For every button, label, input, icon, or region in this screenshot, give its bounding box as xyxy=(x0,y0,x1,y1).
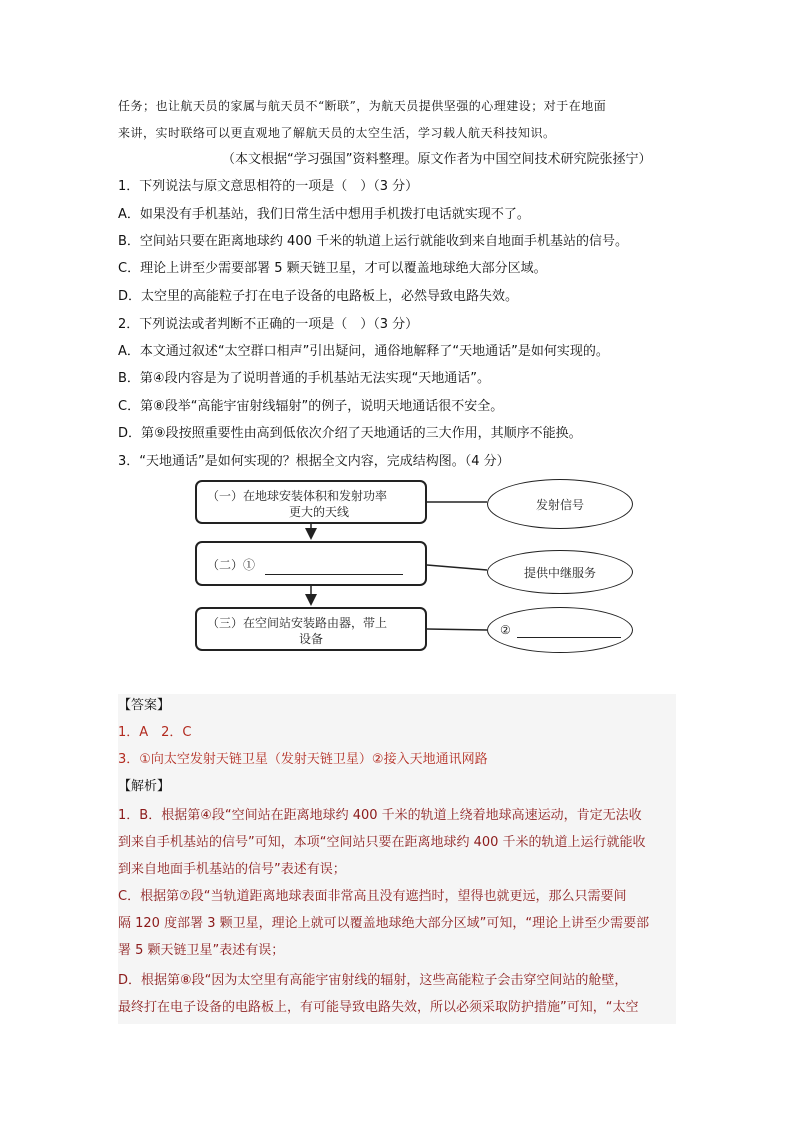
diagram-box-2 xyxy=(195,541,427,586)
box1-text-2: 更大的天线 xyxy=(289,505,350,519)
q1-option-b: B．空间站只要在距离地球约 400 千米的轨道上运行就能收到来自地面手机基站的信号。 xyxy=(118,234,628,249)
q1-option-c: C．理论上讲至少需要部署 5 颗天链卫星，才可以覆盖地球绝大部分区域。 xyxy=(118,261,547,276)
q2-option-b: B．第④段内容是为了说明普通的手机基站无法实现“天地通话”。 xyxy=(118,371,491,386)
diagram-ellipse-2 xyxy=(487,550,633,594)
ell2-text: 提供中继服务 xyxy=(523,565,596,580)
analysis-c-line-1: C．根据第⑦段“当轨道距离地球表面非常高且没有遮挡时，望得也就更远，那么只需要间 xyxy=(118,889,627,904)
q2-stem: 2．下列说法或者判断不正确的一项是（ ）（3 分） xyxy=(118,317,419,332)
source-note: （本文根据“学习强国”资料整理。原文作者为中国空间技术研究院张拯宁） xyxy=(222,152,652,167)
analysis-d-line-2: 最终打在电子设备的电路板上，有可能导致电路失效，所以必须采取防护措施”可知，“太空 xyxy=(118,1000,639,1015)
blank-1[interactable] xyxy=(265,556,403,575)
analysis-b-line-3: 到来自地面手机基站的信号”表述有误； xyxy=(118,862,346,877)
link-box3-ell3 xyxy=(427,629,487,630)
intro-line-2: 来讲，实时联络可以更直观地了解航天员的太空生活，学习载人航天科技知识。 xyxy=(118,126,556,140)
ell3-text: ② xyxy=(500,623,511,637)
analysis-d-line-1: D．根据第⑧段“因为太空里有高能宇宙射线的辐射，这些高能粒子会击穿空间站的舱壁， xyxy=(118,973,628,988)
q2-option-c: C．第⑧段举“高能宇宙射线辐射”的例子，说明天地通话很不安全。 xyxy=(118,399,504,414)
analysis-b-line-1: 1．B．根据第④段“空间站在距离地球约 400 千米的轨道上绕着地球高速运动，肯定无法收 xyxy=(118,808,642,823)
q2-option-a: A．本文通过叙述“太空群口相声”引出疑问，通俗地解释了“天地通话”是如何实现的。 xyxy=(118,344,609,359)
diagram-box-1 xyxy=(195,480,427,524)
q1-stem: 1．下列说法与原文意思相符的一项是（ ）（3 分） xyxy=(118,179,419,194)
box3-text-1: （三）在空间站安装路由器，带上 xyxy=(207,616,388,630)
analysis-c-line-2: 隔 120 度部署 3 颗卫星，理论上就可以覆盖地球绝大部分区域”可知，“理论上讲至少需要部 xyxy=(118,916,650,931)
answer-line-2: 3．①向太空发射天链卫星（发射天链卫星）②接入天地通讯网路 xyxy=(118,752,488,767)
box3-text-2: 设备 xyxy=(299,632,324,646)
box2-text: （二）① xyxy=(207,558,256,572)
q1-option-d: D．太空里的高能粒子打在电子设备的电路板上，必然导致电路失效。 xyxy=(118,289,519,304)
answer-line-1: 1．A 2．C xyxy=(118,725,192,740)
analysis-heading: 【解析】 xyxy=(118,779,171,794)
q3-stem: 3．“天地通话”是如何实现的？根据全文内容，完成结构图。（4 分） xyxy=(118,454,510,469)
analysis-b-line-2: 到来自手机基站的信号”可知，本项“空间站只要在距离地球约 400 千米的轨道上运行就能收 xyxy=(118,835,646,850)
diagram-ellipse-1 xyxy=(487,479,633,529)
ell1-text: 发射信号 xyxy=(535,497,584,512)
diagram-box-3 xyxy=(195,607,427,651)
link-box2-ell2 xyxy=(427,565,487,570)
box1-text-1: （一）在地球安装体积和发射功率 xyxy=(207,489,388,503)
blank-2[interactable] xyxy=(517,623,621,638)
diagram-ellipse-3 xyxy=(487,607,633,653)
q2-option-d: D．第⑨段按照重要性由高到低依次介绍了天地通话的三大作用，其顺序不能换。 xyxy=(118,426,582,441)
answer-heading: 【答案】 xyxy=(118,698,171,713)
q1-option-a: A．如果没有手机基站，我们日常生活中想用手机拨打电话就实现不了。 xyxy=(118,207,530,222)
intro-line-1: 任务；也让航天员的家属与航天员不“断联”，为航天员提供坚强的心理建设；对于在地面 xyxy=(118,99,607,113)
analysis-c-line-3: 署 5 颗天链卫星”表述有误； xyxy=(118,943,285,958)
